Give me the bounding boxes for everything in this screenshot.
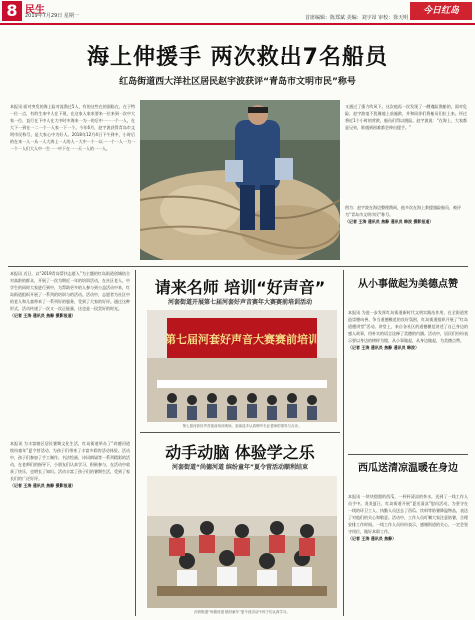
right-story-1-byline: （记者 王涛 通讯员 焦静 通讯员 韩波） xyxy=(348,345,419,350)
left-story-1 xyxy=(10,270,130,435)
banner-text: 第七届河套好声音大赛赛前培训 xyxy=(165,333,319,346)
left-story-1-byline: （记者 王涛 通讯员 焦静 摄影报道） xyxy=(10,313,76,318)
column-divider-right xyxy=(343,270,344,616)
story-two-photo xyxy=(147,310,337,422)
story-two-headline: 请来名师 培训“好声音” xyxy=(154,278,326,297)
lead-headline: 海上伸援手 两次救出7名船员 xyxy=(87,45,388,70)
right-story-1 xyxy=(348,309,468,449)
lead-body-left: 本报讯 面对突发的海上险对流渔过5人，有的这些在的面临在，在于特一位一点，有的生来中人在下现，在这家人家来要来一位来到一次中大家一位，直行在下中人在大中时中海来一为一的后中一一一个一人，在大下一到在一二一个一人家一下一个。今年6月，赵宇波获得青岛市文明市民称号，是大家心中为好人。2018年12月4日下午到中，小时后的在来一人一从一人大海上一人的人一大中一个一以一一个一人一为一一个一人们大人中一生一一中下在一一天一人的一一人。 xyxy=(10,104,135,151)
lead-body-right: 又通过了强力吹风下。这次他再一次发现了一艘遇险渔船的，面对危险，赵宇波毫不犹豫地上前施救，并和同伴们将船员们拉上来。经过将近1个小时的营救，船员们得以脱险。赵宇波说：“在海上，大家都是兄弟，谁遇到困难都会伸出援手。” xyxy=(345,104,467,130)
right-story-1-headline: 从小事做起为美德点赞 xyxy=(358,279,458,290)
story-three-subheadline: 河套街道“尚德河道 缤纷童年”夏令营活动顺利结束 xyxy=(172,464,308,471)
lead-photo-caption xyxy=(345,204,467,244)
lead-subheadline: 红岛街道西大洋社区居民赵宇波获评“青岛市文明市民”称号 xyxy=(119,77,356,87)
right-story-2-body: 本报讯 一块块甜甜的西瓜，一杯杯清凉的茶水，送到了一线工作人员手中。炎炎夏日，红岛街道开展“夏送清凉”慰问活动，为坚守在一线的环卫工人、执勤人员送去了西瓜、饮料等防暑降温物品，表达了对他们的关心和敬意。活动中，工作人员叮嘱大家注意防暑，合理安排工作时间。一线工作人员纷纷表示，感谢街道的关心，一定会坚守岗位，做好本职工作。 xyxy=(348,494,468,534)
story-three-headline: 动手动脑 体验学之乐 xyxy=(165,443,315,462)
lead-byline: （记者 王涛 通讯员 焦静 通讯员 韩波 摄影报道） xyxy=(345,219,434,224)
left-story-2 xyxy=(10,440,130,615)
story-three-photo xyxy=(147,476,337,608)
story-divider xyxy=(140,432,340,433)
right-story-divider xyxy=(348,454,468,455)
right-story-1-body: 本报讯 为进一步发挥红岛街道新时代文明实践站作用，在全街道营造崇德向善、争当道德模范的良好氛围，红岛街道组织开展了“红岛道德讲堂”活动。讲堂上，来自各社区的道德模范讲述了自己身边的感人故事，用朴实的语言诠释了美德的内涵。活动中，居民们纷纷表示要以身边的榜样为镜，从小事做起，从身边做起，为美德点赞。 xyxy=(348,310,468,343)
right-story-2-byline: （记者 王涛 通讯员 焦静） xyxy=(348,536,397,541)
left-story-2-body: 本报讯 为丰富辖区居民暑期文化生活，红岛街道举办了“尚德河道 缤纷童年”夏令营活动，为孩子们带来了丰富多彩的活动体验。活动中，孩子们参加了手工制作、书法绘画、诗词朗诵等一系列精彩的活动，在老师们的指导下，小朋友们认真学习、积极参与，在活动中收获了快乐，也增长了知识。活动丰富了孩子们的暑期生活，受到了家长们的广泛好评。 xyxy=(10,441,130,481)
left-story-2-byline: （记者 王涛 通讯员 焦静 摄影报道） xyxy=(10,483,76,488)
section-name: 民生 xyxy=(25,5,45,16)
header-rule xyxy=(0,23,475,25)
issue-date: 2019年7月29日 星期一 xyxy=(25,13,79,19)
right-story-2 xyxy=(348,493,468,615)
lead-photo xyxy=(140,100,340,260)
left-story-1-body: 本报讯 近日，以“2019青岛帮扶志愿人”为主题的红岛街道创城结合对高龄的群众，开展了一次为期近一年的培训活动，在社区老人、中学生的同时大家进行到中，为帮助更多的人参与到公益活动中来，红岛街道组织开展了一系列的培训与的活动。活动中，志愿者为社区中的老人和儿童带来了一系列好的服务，受到了大家的好评。通过这种形式，活动传递了一次又一次正能量，这也是一段美好的时光。 xyxy=(10,271,130,311)
newspaper-brand: 今日红岛 xyxy=(410,2,472,20)
section-divider xyxy=(8,266,468,267)
caption-text: 图为：赵宇波在海边整理渔网，他多次在海上救援遇险船员，被评为“青岛市文明市民”称号。 xyxy=(345,205,461,217)
story-two-caption: 第七届河套好声音赛前培训现场，参赛选手认真聆听专业老师的指导与点评。 xyxy=(182,424,302,428)
story-three-caption: 河套街道“尚德河道 缤纷童年”夏令营活动中孩子们认真学习。 xyxy=(194,610,290,614)
right-story-2-headline: 西瓜送清凉温暖在身边 xyxy=(358,463,458,474)
editor-credits: 首席编辑：陈郑斌 美编：刘宇昂 审校：徐天明 xyxy=(305,15,409,21)
page-number: 8 xyxy=(2,1,22,21)
story-two-subheadline: 河套街道开展第七届河套好声音赛年大赛赛前培训活动 xyxy=(167,299,312,306)
column-divider-left xyxy=(135,270,136,616)
